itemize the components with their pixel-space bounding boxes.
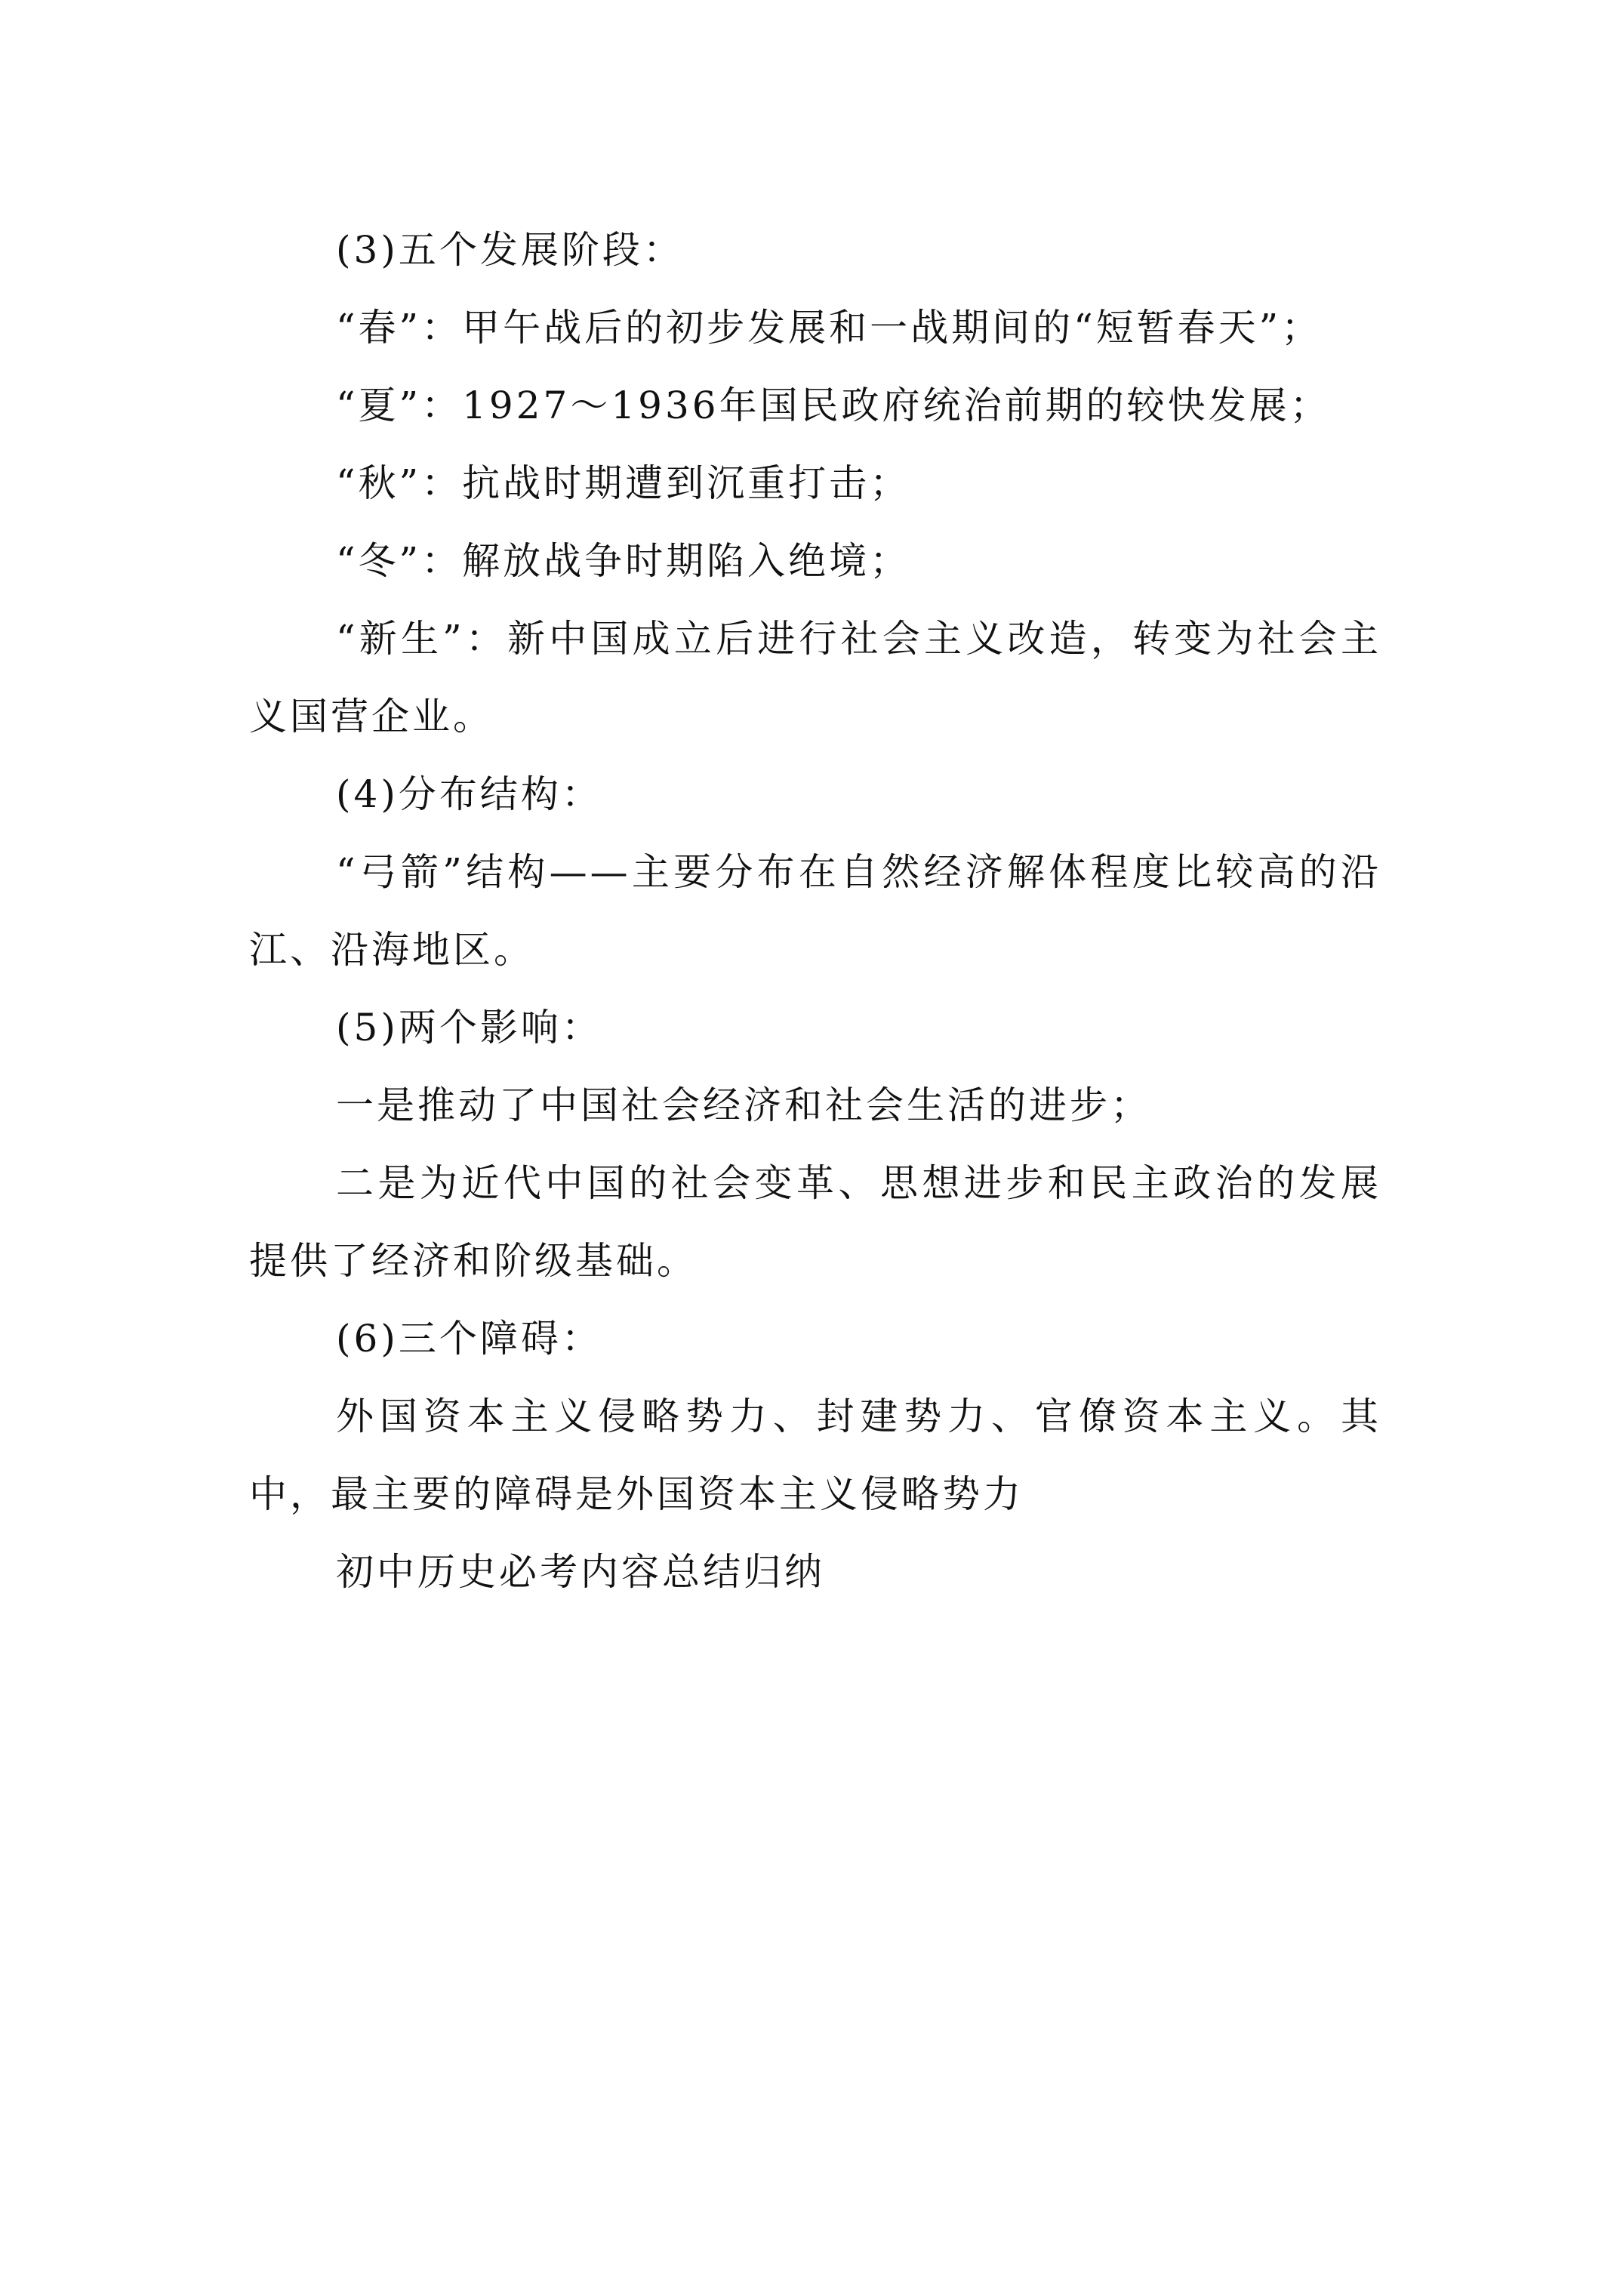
- section-heading-distribution: (4)分布结构：: [336, 772, 602, 816]
- closing-title: 初中历史必考内容总结归纳: [336, 1550, 825, 1594]
- stage-spring: “春”：甲午战后的初步发展和一战期间的“短暂春天”；: [336, 306, 1323, 350]
- obstacles-text: 外国资本主义侵略势力、封建势力、官僚资本主义。其中，最主要的障碍是外国资本主义侵略势力: [249, 1395, 1381, 1516]
- stage-autumn: “秋”：抗战时期遭到沉重打击；: [336, 461, 911, 505]
- section-heading-stages: (3)五个发展阶段：: [336, 228, 684, 272]
- stage-winter: “冬”：解放战争时期陷入绝境；: [336, 539, 911, 583]
- stage-summer: “夏”：1927～1936年国民政府统治前期的较快发展；: [336, 384, 1331, 427]
- distribution-text: “弓箭”结构——主要分布在自然经济解体程度比较高的沿江、沿海地区。: [249, 850, 1381, 972]
- influence-one: 一是推动了中国社会经济和社会生活的进步；: [336, 1083, 1151, 1127]
- influence-two: 二是为近代中国的社会变革、思想进步和民主政治的发展提供了经济和阶级基础。: [249, 1161, 1381, 1283]
- section-heading-influence: (5)两个影响：: [336, 1006, 602, 1049]
- document-body: [249, 211, 1381, 1611]
- section-heading-obstacles: (6)三个障碍：: [336, 1317, 602, 1361]
- stage-rebirth: “新生”：新中国成立后进行社会主义改造，转变为社会主义国营企业。: [249, 617, 1381, 738]
